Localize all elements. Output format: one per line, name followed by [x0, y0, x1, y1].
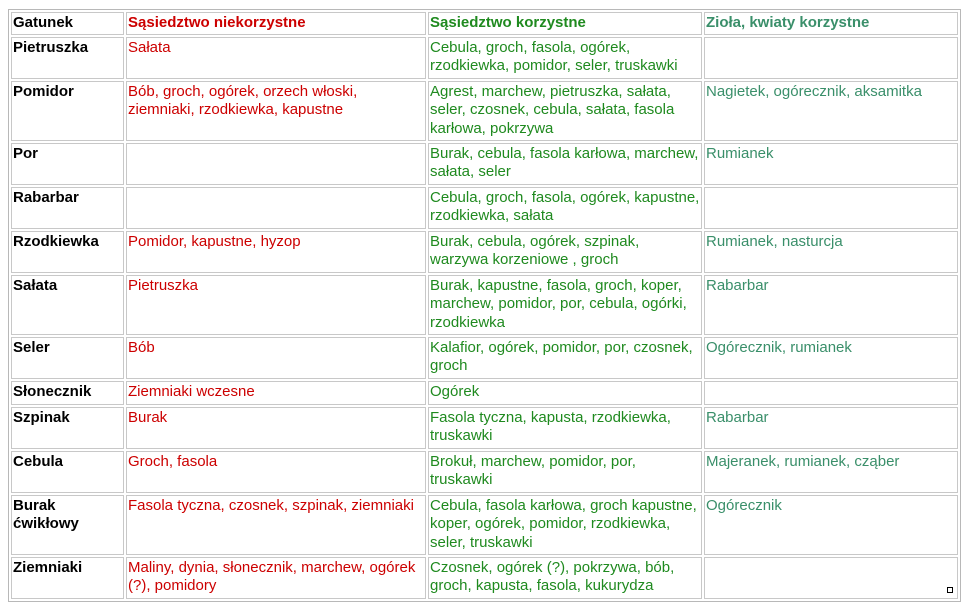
bad-neighbors-cell: Maliny, dynia, słonecznik, marchew, ogórek (?), pomidory	[126, 557, 426, 599]
table-row	[11, 557, 958, 599]
header-good-neighbors: Sąsiedztwo korzystne	[428, 12, 702, 35]
table-row	[11, 81, 958, 141]
table-row	[11, 231, 958, 273]
companion-planting-table	[8, 9, 961, 602]
bad-neighbors-cell: Sałata	[126, 37, 426, 79]
herbs-cell: Ogórecznik, rumianek	[704, 337, 958, 379]
species-name: Pietruszka	[11, 37, 124, 79]
species-name: Cebula	[11, 451, 124, 493]
bad-neighbors-cell: Groch, fasola	[126, 451, 426, 493]
bad-neighbors-cell	[126, 187, 426, 229]
bad-neighbors-cell: Pomidor, kapustne, hyzop	[126, 231, 426, 273]
herbs-cell: Rumianek	[704, 143, 958, 185]
bad-neighbors-cell	[126, 143, 426, 185]
herbs-cell	[704, 187, 958, 229]
table-header-row	[11, 12, 958, 35]
herbs-cell: Rumianek, nasturcja	[704, 231, 958, 273]
table-row	[11, 337, 958, 379]
table-row	[11, 495, 958, 555]
good-neighbors-cell: Ogórek	[428, 381, 702, 405]
herbs-cell	[704, 37, 958, 79]
table-row	[11, 407, 958, 449]
good-neighbors-cell: Fasola tyczna, kapusta, rzodkiewka, truskawki	[428, 407, 702, 449]
header-bad-neighbors: Sąsiedztwo niekorzystne	[126, 12, 426, 35]
herbs-cell: Majeranek, rumianek, cząber	[704, 451, 958, 493]
bad-neighbors-cell: Bób	[126, 337, 426, 379]
bad-neighbors-cell: Fasola tyczna, czosnek, szpinak, ziemniaki	[126, 495, 426, 555]
good-neighbors-cell: Burak, cebula, ogórek, szpinak, warzywa korzeniowe , groch	[428, 231, 702, 273]
good-neighbors-cell: Czosnek, ogórek (?), pokrzywa, bób, groch, kapusta, fasola, kukurydza	[428, 557, 702, 599]
good-neighbors-cell: Burak, cebula, fasola karłowa, marchew, sałata, seler	[428, 143, 702, 185]
table-row	[11, 187, 958, 229]
herbs-cell	[704, 557, 958, 599]
bad-neighbors-cell: Ziemniaki wczesne	[126, 381, 426, 405]
table-row	[11, 37, 958, 79]
bad-neighbors-cell: Bób, groch, ogórek, orzech włoski, ziemniaki, rzodkiewka, kapustne	[126, 81, 426, 141]
resize-handle[interactable]	[947, 587, 953, 593]
bad-neighbors-cell: Pietruszka	[126, 275, 426, 335]
bad-neighbors-cell: Burak	[126, 407, 426, 449]
herbs-cell	[704, 381, 958, 405]
herbs-cell: Rabarbar	[704, 407, 958, 449]
header-herbs-flowers: Zioła, kwiaty korzystne	[704, 12, 958, 35]
species-name: Ziemniaki	[11, 557, 124, 599]
herbs-cell: Rabarbar	[704, 275, 958, 335]
good-neighbors-cell: Cebula, groch, fasola, ogórek, rzodkiewka, pomidor, seler, truskawki	[428, 37, 702, 79]
species-name: Sałata	[11, 275, 124, 335]
species-name: Burak ćwikłowy	[11, 495, 124, 555]
good-neighbors-cell: Burak, kapustne, fasola, groch, koper, marchew, pomidor, por, cebula, ogórki, rzodkiewka	[428, 275, 702, 335]
table-row	[11, 275, 958, 335]
good-neighbors-cell: Kalafior, ogórek, pomidor, por, czosnek, groch	[428, 337, 702, 379]
header-species: Gatunek	[11, 12, 124, 35]
table-row	[11, 143, 958, 185]
table-row	[11, 451, 958, 493]
species-name: Słonecznik	[11, 381, 124, 405]
good-neighbors-cell: Cebula, fasola karłowa, groch kapustne, koper, ogórek, pomidor, rzodkiewka, seler, truskawki	[428, 495, 702, 555]
species-name: Szpinak	[11, 407, 124, 449]
species-name: Por	[11, 143, 124, 185]
good-neighbors-cell: Cebula, groch, fasola, ogórek, kapustne, rzodkiewka, sałata	[428, 187, 702, 229]
good-neighbors-cell: Brokuł, marchew, pomidor, por, truskawki	[428, 451, 702, 493]
species-name: Seler	[11, 337, 124, 379]
good-neighbors-cell: Agrest, marchew, pietruszka, sałata, seler, czosnek, cebula, sałata, fasola karłowa, pokrzywa	[428, 81, 702, 141]
herbs-cell: Nagietek, ogórecznik, aksamitka	[704, 81, 958, 141]
species-name: Pomidor	[11, 81, 124, 141]
herbs-cell: Ogórecznik	[704, 495, 958, 555]
species-name: Rzodkiewka	[11, 231, 124, 273]
species-name: Rabarbar	[11, 187, 124, 229]
table-row	[11, 381, 958, 405]
